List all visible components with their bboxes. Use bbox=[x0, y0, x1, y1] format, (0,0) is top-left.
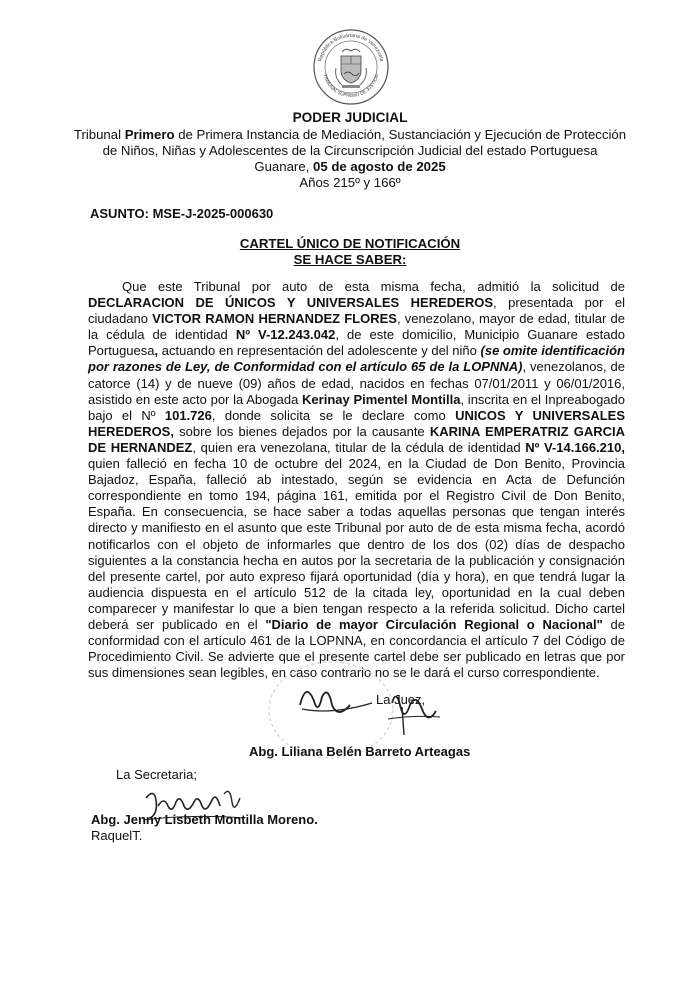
transcriber-initials: RaquelT. bbox=[91, 828, 143, 843]
case-number: ASUNTO: MSE-J-2025-000630 bbox=[90, 206, 274, 221]
notice-body bbox=[88, 279, 625, 681]
judge-label: La Juez, bbox=[376, 692, 426, 707]
header-title: PODER JUDICIAL bbox=[292, 110, 408, 125]
judge-signature-icon bbox=[292, 675, 442, 745]
header-years: Años 215º y 166º bbox=[299, 175, 401, 190]
secretary-name: Abg. Jenny Lisbeth Montilla Moreno. bbox=[91, 812, 318, 827]
judge-name: Abg. Liliana Belén Barreto Arteagas bbox=[249, 744, 471, 759]
cartel-subtitle: SE HACE SABER: bbox=[293, 252, 407, 267]
header-court-line-1: Tribunal Primero de Primera Instancia de Mediación, Sustanciación y Ejecución de Protección bbox=[73, 127, 627, 142]
notice-paragraph: Que este Tribunal por auto de esta misma fecha, admitió la solicitud de DECLARACION DE ÚNICOS Y UNIVERSALES HEREDEROS, presentada por el ciudadano VICTOR RAMON HERNANDEZ FLORES, venezolano, mayor de edad, titular de la cédula de identidad Nº V-12.243.042, de este domicilio, Municipio Guanare estado Portuguesa, actuando en representación del adolescente y del niño (se omite identificación por razones de Ley, de Conformidad con el artículo 65 de la LOPNNA), venezolanos, de catorce (14) y de nueve (09) años de edad, nacidos en fechas 07/01/2011 y 06/01/2016, asistido en este acto por la Abogada Kerinay Pimentel Montilla, inscrita en el Inpreabogado bajo el Nº 101.726, donde solicita se le declare como UNICOS Y UNIVERSALES HEREDEROS, sobre los bienes dejados por la causante KARINA EMPERATRIZ GARCIA DE HERNANDEZ, quien era venezolana, titular de la cédula de identidad Nº V-14.166.210, quien falleció en fecha 10 de octubre del 2024, en la Ciudad de Don Benito, Provincia Bajadoz, España, falleció ab intestado, según se evidencia en Acta de Defunción correspondiente en tomo 194, página 161, emitida por el Registro Civil de Don Benito, España. En consecuencia, se hace saber a todas aquellas personas que tengan interés directo y manifiesto en el asunto que este Tribunal por auto de de esta misma fecha, acordó notificarlos con el objeto de informarles que dentro de los dos (02) días de despacho siguientes a la constancia hecha en autos por la secretaria de la publicación y consignación del presente cartel, por auto expreso fijará oportunidad (día y hora), en que tendrá lugar la audiencia dispuesta en el artículo 512 de la citada ley, oportunidad en la cual deben comparecer y manifestar lo que a bien tengan respecto a la referida solicitud. Dicho cartel deberá ser publicado en el "Diario de mayor Circulación Regional o Nacional" de conformidad con el artículo 461 de la LOPNNA, en concordancia el artículo 7 del Código de Procedimiento Civil. Se advierte que el presente cartel debe ser publicado en letras que por sus dimensiones sean legibles, en caso contrario no se le dará el curso correspondiente. bbox=[88, 279, 626, 681]
seal-top-text: República Bolivariana de Venezuela bbox=[317, 32, 385, 63]
tribunal-seal-icon bbox=[312, 28, 390, 106]
cartel-title: CARTEL ÚNICO DE NOTIFICACIÓN bbox=[239, 236, 461, 251]
header-date: Guanare, 05 de agosto de 2025 bbox=[254, 159, 446, 174]
secretary-label: La Secretaria; bbox=[116, 767, 197, 782]
header-court-line-2: de Niños, Niñas y Adolescentes de la Circunscripción Judicial del estado Portuguesa bbox=[102, 143, 598, 158]
seal-bottom-text: TRIBUNAL SUPREMO DE JUSTICIA bbox=[322, 73, 380, 99]
